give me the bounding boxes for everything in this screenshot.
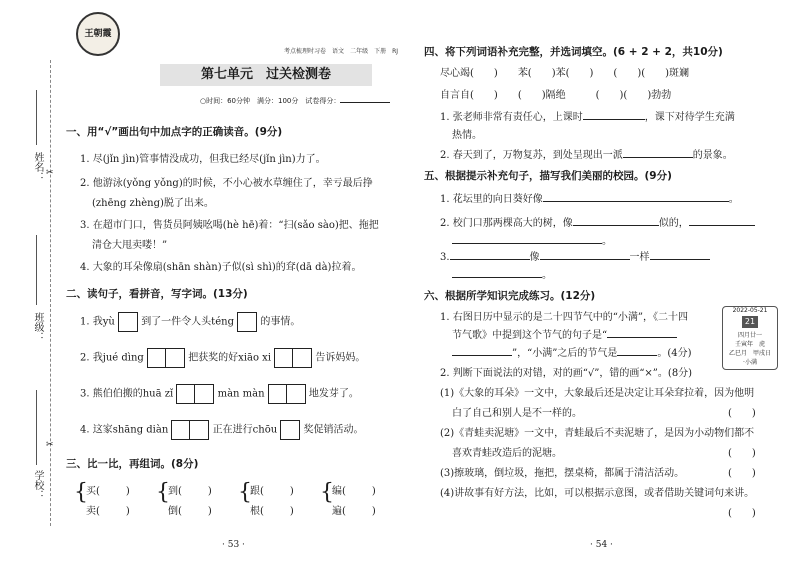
exam-meta: ○时间：60分钟 满分：100分 试卷得分： (200, 96, 390, 106)
judge-item: (3)擦玻璃，倒垃圾，拖把，摆桌椅，都属于清洁活动。 (440, 468, 685, 479)
writing-grid[interactable] (147, 348, 185, 368)
compare-pair: 倒( ) (168, 506, 212, 517)
s2-row: 4. 这家shāng diàn 正在进行chōu 奖促销活动。 (80, 420, 364, 440)
brace: { (74, 480, 88, 505)
compare-pair: 卖( ) (86, 506, 130, 517)
s4-q1-cont: 热情。 (452, 130, 482, 141)
judge-item: (4)讲故事有好方法，比如，可以根据示意图，或者借助关键词句来讲。 (440, 488, 755, 499)
s2-row: 3. 熊伯伯搬的huā zǐ màn màn 地发芽了。 (80, 384, 359, 404)
judge-item: (1)《大象的耳朵》一文中，大象最后还是决定让耳朵耷拉着，因为他明 (440, 388, 755, 399)
judge-item: (2)《青蛙卖泥塘》一文中，青蛙最后不卖泥塘了，是因为小动物们都不 (440, 428, 755, 439)
compare-pair: 跟( ) (250, 486, 294, 497)
s4-q1: 1. 张老师非常有责任心，上课时 ，课下对待学生充满 (440, 112, 735, 123)
s1-item: 4. 大象的耳朵像扇(shān shàn)子似(sì shì)的耷(dā dà)拉着。 (80, 262, 362, 273)
s2-row: 1. 我yù 到了一件令人头téng 的事情。 (80, 312, 300, 332)
writing-grid[interactable] (176, 384, 214, 404)
s1-item: 3. 在超市门口，售货员阿姨吆喝(hè hē)着：“扫(sǎo sào)把、拖把 (80, 220, 379, 231)
section-2-title: 二、读句子，看拼音，写字词。(13分) (66, 288, 248, 300)
section-6-title: 六、根据所学知识完成练习。(12分) (424, 290, 596, 302)
s5-q3-cont: 。 (452, 266, 552, 281)
s1-item: (zhēng zhèng)脱了出来。 (92, 198, 214, 209)
calendar-image: 2022-05-21 21 四月廿一 壬寅年 虎 乙巳月 甲戌日 ·小满 (722, 306, 778, 370)
answer-paren[interactable]: ( ) (728, 508, 756, 519)
s6-q2: 2. 判断下面说法的对错，对的画“√”，错的画“×”。(8分) (440, 368, 693, 379)
page-number: · 54 · (590, 540, 613, 550)
s5-q2: 2. 校门口那两棵高大的树，像 似的， (440, 214, 755, 229)
s6-q1: 节气歌》中提到这个节气的句子是“ (452, 326, 677, 341)
right-page (410, 0, 800, 566)
s6-q1: ”，“小满”之后的节气是 。(4分) (452, 344, 692, 359)
s2-row: 2. 我jué dìng 把获奖的好xiāo xi 告诉妈妈。 (80, 348, 365, 368)
answer-paren[interactable]: ( ) (728, 408, 756, 419)
judge-item: 白了自己和别人是不一样的。 (452, 408, 582, 419)
name-label: 姓名： (32, 152, 43, 182)
s4-q2: 2. 春天到了，万物复苏，到处呈现出一派 的景象。 (440, 150, 733, 161)
series-label: 考点梳理时习卷 语文 二年级 下册 RJ (284, 48, 399, 55)
brace: { (320, 480, 334, 505)
answer-paren[interactable]: ( ) (728, 468, 756, 479)
cut-line (50, 60, 51, 526)
class-line (36, 235, 37, 305)
idiom-row: 尽心竭( ) 苯( )苯( ) ( )( )斑斓 (440, 68, 690, 79)
compare-pair: 根( ) (250, 506, 294, 517)
scissor-icon: ✂ (46, 440, 54, 450)
s1-item: 2. 他游泳(yǒng yǒng)的时候，不小心被水草缠住了，幸亏最后挣 (80, 178, 373, 189)
school-line (36, 390, 37, 465)
writing-grid[interactable] (237, 312, 257, 332)
page-number: · 53 · (222, 540, 245, 550)
answer-paren[interactable]: ( ) (728, 448, 756, 459)
s5-q1: 1. 花坛里的向日葵好像 。 (440, 194, 739, 205)
brand-logo: 王朝霞 (76, 12, 120, 56)
judge-item: 喜欢青蛙改造后的泥塘。 (452, 448, 562, 459)
class-label: 班级： (32, 312, 43, 342)
compare-pair: 到( ) (168, 486, 212, 497)
writing-grid[interactable] (274, 348, 312, 368)
s6-q1: 1. 右图日历中显示的是二十四节气中的“小满”，《二十四 (440, 312, 688, 323)
brace: { (156, 480, 170, 505)
s1-item: 清仓大甩卖喽！” (92, 240, 168, 251)
s1-item: 1. 尽(jǐn jìn)管事情没成功，但我已经尽(jǐn jìn)力了。 (80, 154, 326, 165)
s5-q2-cont: 。 (452, 232, 612, 247)
compare-pair: 编( ) (332, 486, 376, 497)
writing-grid[interactable] (280, 420, 300, 440)
binding-margin (0, 0, 62, 566)
idiom-row: 自言自( ) ( )隔绝 ( )( )勃勃 (440, 90, 672, 101)
section-4-title: 四、将下列词语补充完整，并选词填空。(6 + 2 + 2，共10分) (424, 46, 723, 58)
writing-grid[interactable] (118, 312, 138, 332)
school-label: 学校： (32, 470, 43, 500)
section-5-title: 五、根据提示补充句子，描写我们美丽的校园。(9分) (424, 170, 672, 182)
section-3-title: 三、比一比，再组词。(8分) (66, 458, 199, 470)
unit-title: 第七单元 过关检测卷 (160, 64, 372, 86)
writing-grid[interactable] (171, 420, 209, 440)
compare-pair: 买( ) (86, 486, 130, 497)
scissor-icon: ✂ (46, 168, 54, 178)
compare-pair: 遍( ) (332, 506, 376, 517)
writing-grid[interactable] (268, 384, 306, 404)
section-1-title: 一、用“√”画出句中加点字的正确读音。(9分) (66, 126, 283, 138)
brace: { (238, 480, 252, 505)
s5-q3: 3. 像 一样 (440, 248, 710, 263)
name-line (36, 90, 37, 145)
